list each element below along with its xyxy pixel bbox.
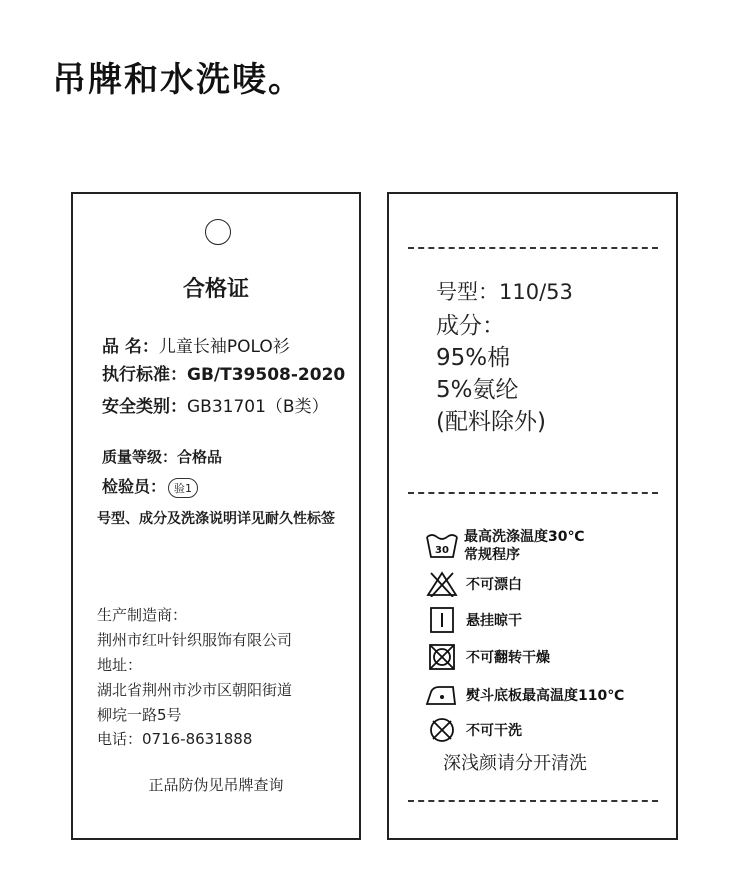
standard-value: GB/T39508-2020 [187, 365, 346, 385]
care-text-wash: 最高洗涤温度30℃ [464, 529, 585, 545]
care-text-iron: 熨斗底板最高温度110℃ [466, 688, 625, 704]
care-row-iron [424, 681, 624, 709]
composition-spandex: 5%氨纶 [436, 377, 519, 403]
grade-label: 质量等级： [102, 448, 178, 466]
care-text-bleach: 不可漂白 [466, 577, 522, 593]
grade-row [102, 446, 222, 467]
care-text-tumble: 不可翻转干燥 [466, 650, 550, 666]
inspector-stamp: 验1 [168, 478, 198, 498]
no-dry-clean-icon [424, 716, 460, 744]
separate-wash-note: 深浅颜请分开清洗 [443, 753, 587, 774]
care-text-program: 常规程序 [464, 547, 520, 563]
maker-label: 生产制造商： [97, 606, 188, 624]
address-line-1: 湖北省荆州市沙市区朝阳街道 [97, 681, 293, 699]
care-row-wash [424, 529, 654, 563]
authenticity-note: 正品防伪见吊牌查询 [148, 776, 284, 794]
maker-name: 荆州市红叶针织服饰有限公司 [97, 631, 293, 649]
address-line-2: 柳垸一路5号 [97, 706, 182, 724]
care-row-dryclean [424, 716, 522, 744]
dashed-divider [408, 247, 658, 249]
no-tumble-dry-icon [424, 643, 460, 671]
phone-number: 电话：0716-8631888 [97, 730, 253, 748]
composition-label: 成分： [436, 313, 505, 339]
care-text-dry: 悬挂晾干 [466, 613, 522, 629]
care-row-dry [424, 606, 522, 634]
iron-icon [424, 681, 460, 709]
hang-hole-icon [205, 219, 231, 245]
safety-row [102, 392, 329, 417]
wash-temp-label: 30 [435, 545, 449, 556]
durable-label-notice: 号型、成分及洗涤说明详见耐久性标签 [97, 511, 335, 527]
hang-tag [71, 192, 361, 840]
product-name-row [102, 332, 290, 357]
inspector-label: 检验员： [102, 477, 167, 496]
product-name-value: 儿童长袖POLO衫 [158, 337, 290, 357]
standard-label: 执行标准： [102, 365, 187, 385]
grade-value: 合格品 [177, 448, 223, 466]
product-name-label: 品 名： [102, 337, 159, 357]
tag-title: 合格证 [182, 277, 249, 302]
no-bleach-icon [424, 570, 460, 598]
composition-note: (配料除外) [436, 409, 546, 435]
care-row-bleach [424, 570, 522, 598]
line-dry-icon [424, 606, 460, 634]
composition-cotton: 95%棉 [436, 345, 511, 371]
standard-row [102, 360, 345, 385]
wash-label [387, 192, 678, 840]
address-label: 地址： [97, 656, 143, 674]
care-text-dryclean: 不可干洗 [466, 723, 522, 739]
dashed-divider [408, 800, 658, 802]
wash-30-icon [424, 532, 460, 560]
safety-value: GB31701（B类） [187, 397, 329, 417]
page-heading: 吊牌和水洗唛。 [52, 60, 304, 100]
inspector-row [102, 474, 198, 498]
care-row-tumble [424, 643, 550, 671]
size-text: 号型：110/53 [436, 280, 573, 304]
dashed-divider [408, 492, 658, 494]
safety-label: 安全类别： [102, 397, 187, 417]
